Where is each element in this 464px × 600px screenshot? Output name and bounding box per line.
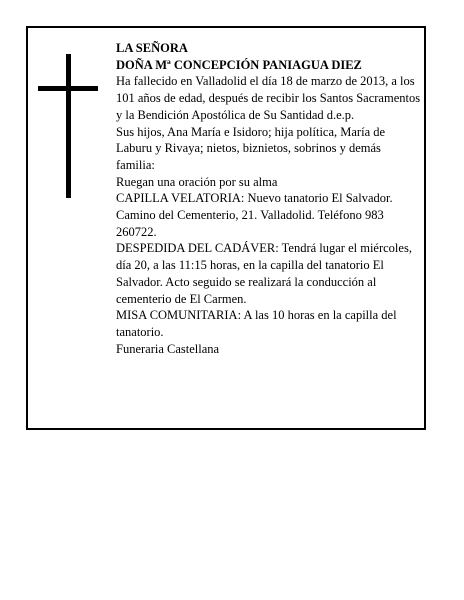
notice-title: LA SEÑORA <box>116 41 188 55</box>
chapel-info: CAPILLA VELATORIA: Nuevo tanatorio El Salvador. Camino del Cementerio, 21. Valladolid. Teléfono 983 260722. <box>116 191 393 239</box>
death-announcement: Ha fallecido en Valladolid el día 18 de marzo de 2013, a los 101 años de edad, después de recibir los Santos Sacramentos y la Bendición Apostólica de Su Santidad d.e.p. <box>116 74 421 122</box>
obituary-notice <box>26 26 426 430</box>
family-list: Sus hijos, Ana María e Isidoro; hija política, María de Laburu y Rivaya; nietos, biznietos, sobrinos y demás familia: <box>116 124 386 172</box>
prayer-request: Ruegan una oración por su alma <box>116 174 278 189</box>
funeral-home: Funeraria Castellana <box>116 341 220 356</box>
notice-text-block <box>116 40 422 357</box>
cross-vertical-bar <box>66 54 71 198</box>
mass-info: MISA COMUNITARIA: A las 10 horas en la capilla del tanatorio. <box>116 308 397 339</box>
farewell-info: DESPEDIDA DEL CADÁVER: Tendrá lugar el miércoles, día 20, a las 11:15 horas, en la capilla del tanatorio El Salvador. Acto seguido se realizará la conducción al cementerio de El Carmen. <box>116 241 412 306</box>
deceased-name: DOÑA Mª CONCEPCIÓN PANIAGUA DIEZ <box>116 57 362 72</box>
cross-horizontal-bar <box>38 86 98 91</box>
cross-icon <box>38 54 98 198</box>
